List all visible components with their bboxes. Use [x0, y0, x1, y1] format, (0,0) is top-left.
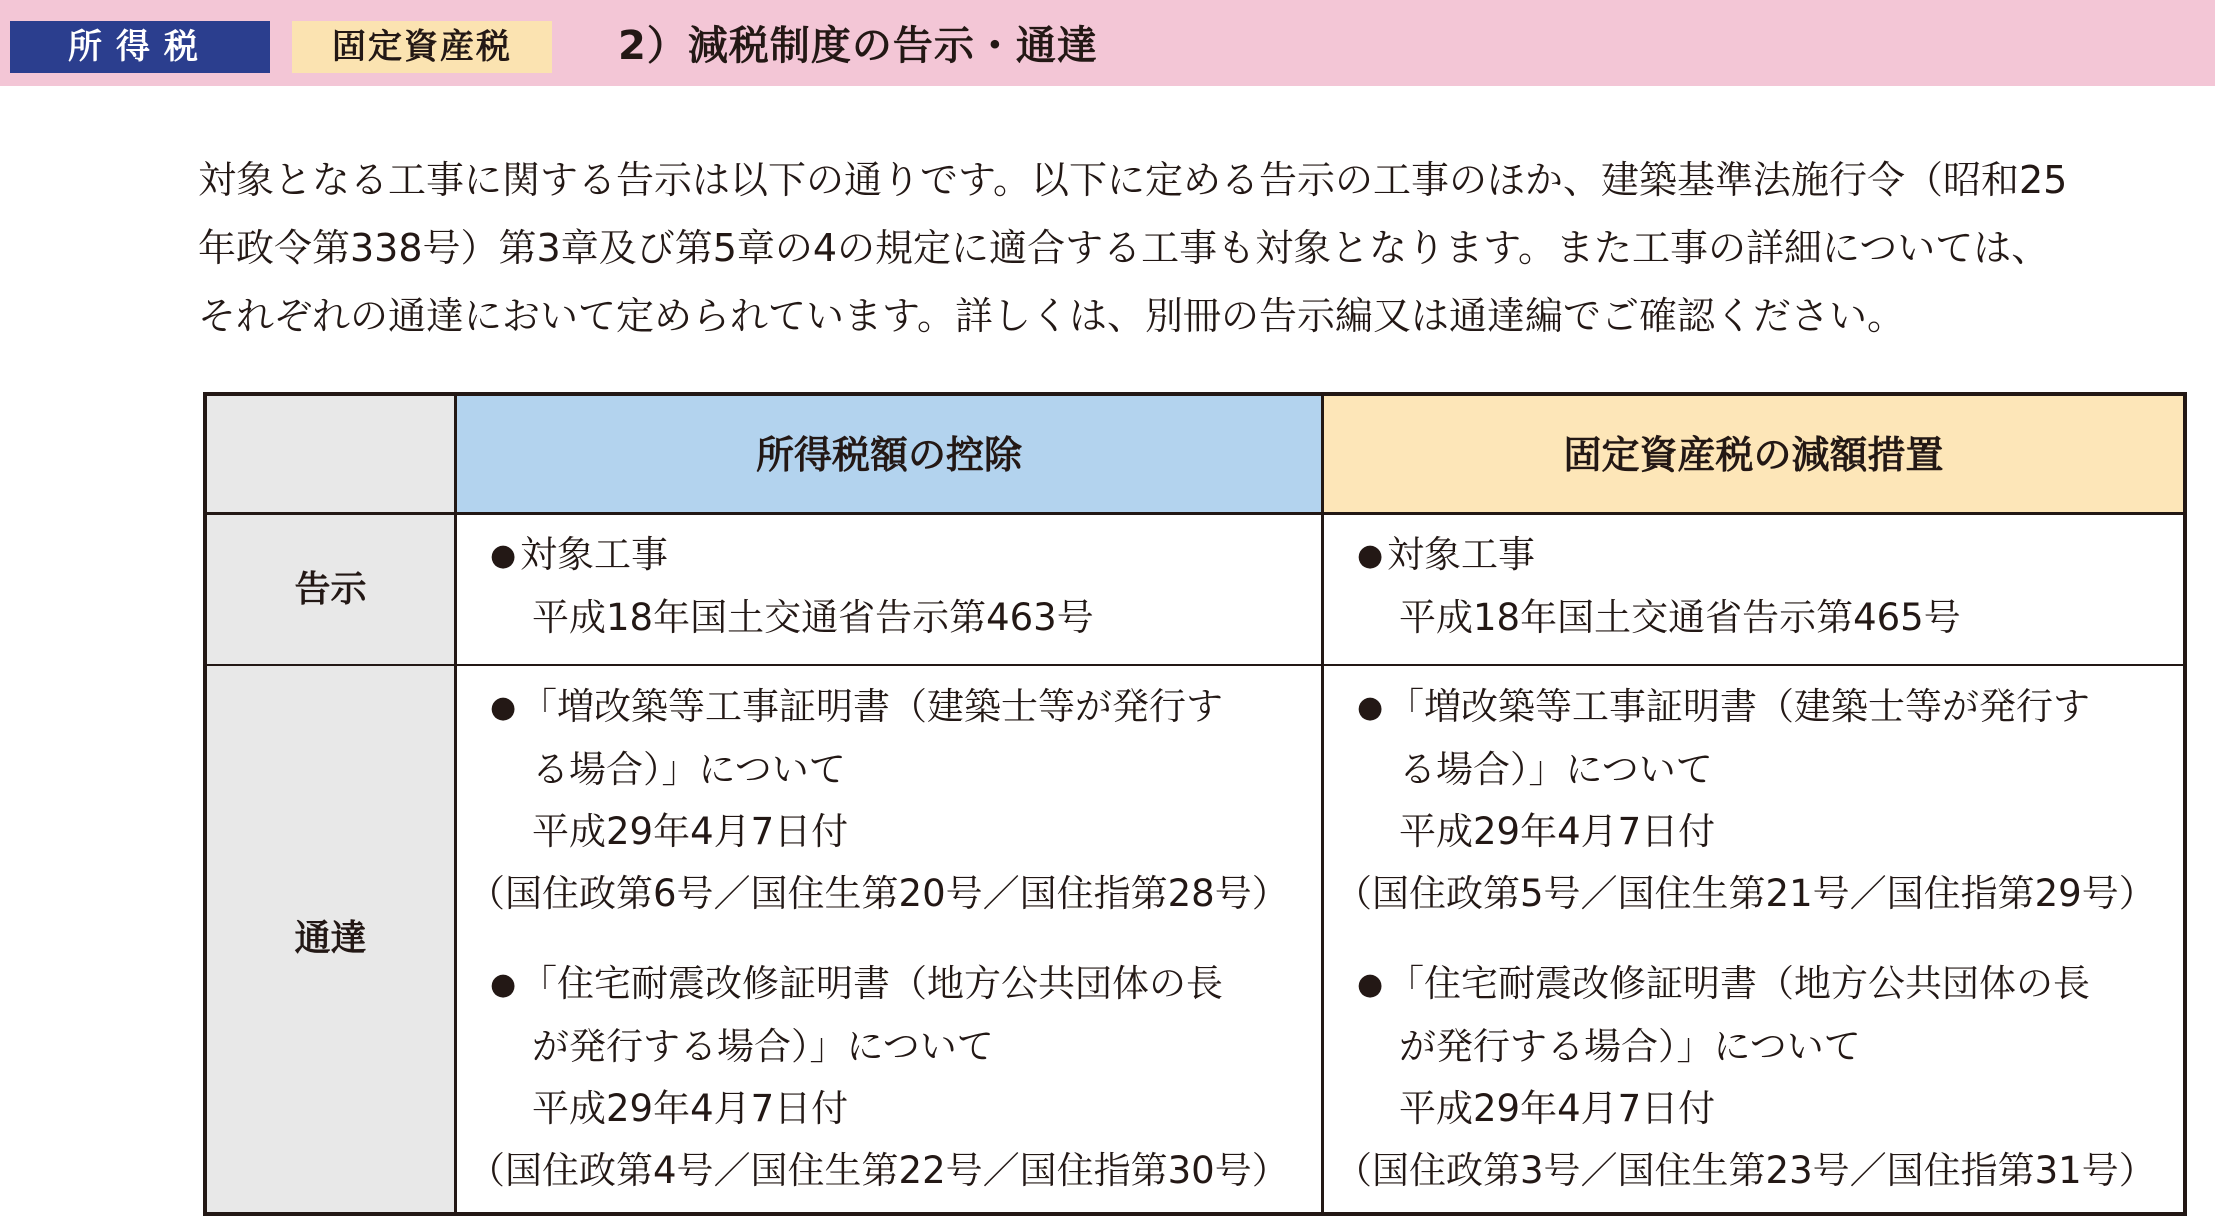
notice-table — [203, 392, 2187, 1216]
notice-reference: （国住政第3号／国住生第23号／国住指第31号） — [1335, 1149, 2156, 1192]
table-divider — [454, 515, 457, 1212]
property-tax-tag: 固定資産税 — [292, 21, 552, 73]
list-item — [1357, 953, 2156, 1016]
table-divider — [207, 512, 2183, 515]
notice-date: 平成29年4月7日付 — [532, 1087, 849, 1130]
intro-line: 年政令第338号）第3章及び第5章の4の規定に適合する工事も対象となります。また工事の詳細については、 — [198, 226, 2050, 270]
notice-reference: （国住政第6号／国住生第20号／国住指第28号） — [468, 872, 1289, 915]
notice-date: 平成29年4月7日付 — [1399, 1087, 1716, 1130]
bullet-icon: ● — [490, 538, 517, 573]
kokuji-income-cell — [490, 524, 1094, 649]
row-label-tsutatsu: 通達 — [207, 666, 454, 1212]
notice-date: 平成29年4月7日付 — [1399, 810, 1716, 853]
list-item — [1357, 676, 2156, 739]
table-corner-cell — [207, 396, 454, 514]
table-divider — [207, 664, 2183, 666]
row-label-kokuji: 告示 — [207, 515, 454, 664]
notice-title-cont: が発行する場合）」について — [1399, 1025, 1861, 1068]
list-item — [490, 524, 1094, 587]
section-title: 2）減税制度の告示・通達 — [618, 23, 1098, 69]
notice-reference: （国住政第4号／国住生第22号／国住指第30号） — [468, 1149, 1289, 1192]
column-header-income-tax: 所得税額の控除 — [454, 396, 1321, 514]
bullet-icon: ● — [1357, 538, 1384, 573]
kokuji-property-cell — [1357, 524, 1961, 649]
income-tax-tag: 所得税 — [10, 21, 270, 73]
list-item — [1357, 524, 1961, 587]
item-title: 対象工事 — [520, 533, 668, 576]
column-header-property-tax: 固定資産税の減額措置 — [1321, 396, 2183, 514]
bullet-icon: ● — [1357, 967, 1384, 1002]
notice-title-cont: が発行する場合）」について — [532, 1025, 994, 1068]
notice-title: 「増改築等工事証明書（建築士等が発行す — [520, 685, 1223, 728]
item-title: 対象工事 — [1387, 533, 1535, 576]
intro-paragraph — [198, 146, 2190, 350]
item-detail: 平成18年国土交通省告示第463号 — [532, 596, 1094, 639]
tsutatsu-property-cell — [1335, 676, 2156, 1202]
tsutatsu-income-cell — [468, 676, 1289, 1202]
item-detail: 平成18年国土交通省告示第465号 — [1399, 596, 1961, 639]
notice-title: 「増改築等工事証明書（建築士等が発行す — [1387, 685, 2090, 728]
bullet-icon: ● — [490, 967, 517, 1002]
notice-reference: （国住政第5号／国住生第21号／国住指第29号） — [1335, 872, 2156, 915]
list-item — [490, 676, 1289, 739]
header-band — [0, 0, 2215, 86]
list-item — [490, 953, 1289, 1016]
intro-line: 対象となる工事に関する告示は以下の通りです。以下に定める告示の工事のほか、建築基準法施行令（昭和25 — [198, 158, 2068, 202]
notice-title-cont: る場合）」について — [532, 748, 846, 791]
notice-title: 「住宅耐震改修証明書（地方公共団体の長 — [1387, 962, 2090, 1005]
table-divider — [1321, 515, 1324, 1212]
bullet-icon: ● — [490, 690, 517, 725]
notice-date: 平成29年4月7日付 — [532, 810, 849, 853]
intro-line: それぞれの通達において定められています。詳しくは、別冊の告示編又は通達編でご確認ください。 — [198, 294, 1905, 338]
notice-title-cont: る場合）」について — [1399, 748, 1713, 791]
notice-title: 「住宅耐震改修証明書（地方公共団体の長 — [520, 962, 1223, 1005]
bullet-icon: ● — [1357, 690, 1384, 725]
